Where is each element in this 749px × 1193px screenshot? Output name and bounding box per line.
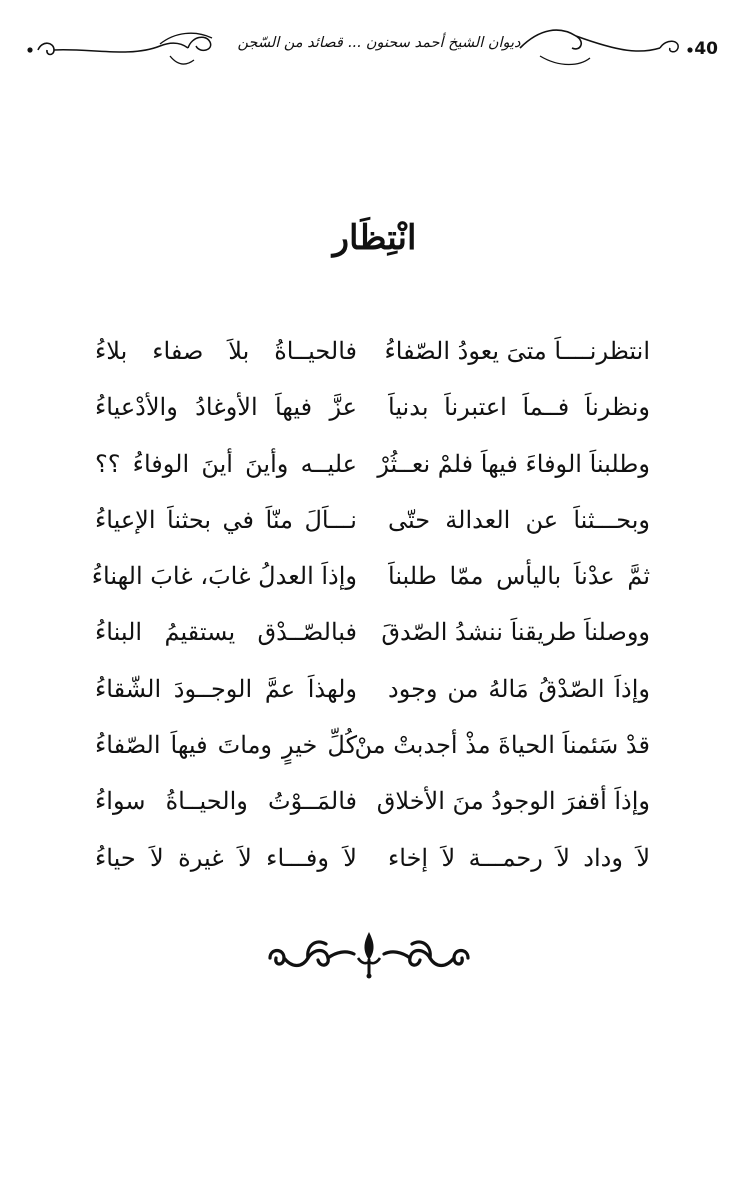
fleuron-divider-icon (262, 928, 476, 980)
verse-first-hemistich: وإذاَ أقفرَ الوجودُ منَ الأخلاق (376, 787, 650, 816)
verse-line (95, 781, 650, 837)
verse-line (95, 669, 650, 725)
verse-second-hemistich: عليــه وأينَ أينَ الوفاءُ ؟؟ (95, 449, 357, 478)
verse-second-hemistich: وإذاَ العدلُ غابَ، غابَ الهناءُ (91, 562, 357, 591)
verse-second-hemistich: فالحيــاةُ بلاَ صفاء بلاءُ (95, 337, 357, 365)
verse-first-hemistich: لاَ وداد لاَ رحمـــة لاَ إخاء (388, 843, 650, 872)
verse-line (95, 725, 650, 781)
running-header (20, 22, 730, 78)
verse-line (95, 500, 650, 556)
verse-first-hemistich: انتظرنــــاَ متىَ يعودُ الصّفاءُ (384, 337, 650, 365)
verse-line (95, 387, 650, 443)
verse-second-hemistich: لاَ وفـــاء لاَ غيرة لاَ حياءُ (95, 843, 357, 872)
verse-first-hemistich: وإذاَ الصّدْقُ مَالهُ من وجود (388, 674, 650, 703)
verse-line (95, 444, 650, 500)
poem-title: انْتِظَار (332, 218, 417, 258)
verse-second-hemistich: نـــاَلَ منّاَ في بحثناَ الإعياءُ (95, 505, 357, 534)
verse-first-hemistich: ثمَّ عدْناَ باليأس ممّا طلبناَ (388, 562, 650, 591)
verse-second-hemistich: ولهذاَ عمَّ الوجــودَ الشّقاءُ (95, 674, 357, 703)
verse-second-hemistich: فبالصّــدْق يستقيمُ البناءُ (95, 618, 357, 647)
verse-first-hemistich: ونظرناَ فــماَ اعتبرناَ بدنياَ (388, 393, 650, 422)
verse-second-hemistich: عزَّ فيهاَ الأوغادُ والأدْعياءُ (95, 393, 357, 422)
verse-line (95, 612, 650, 668)
page-number: 40 (694, 39, 718, 59)
verse-first-hemistich: ووصلناَ طريقناَ ننشدُ الصّدقَ (381, 618, 650, 647)
verse-first-hemistich: قدْ سَئمناَ الحياةَ مذْ أجدبتْ منْ (354, 731, 650, 760)
verse-second-hemistich: فالمَــوْتُ والحيــاةُ سواءُ (95, 787, 357, 816)
verse-first-hemistich: وطلبناَ الوفاءَ فيهاَ فلمْ نعــثُرْ (377, 449, 650, 478)
book-title: ديوان الشيخ أحمد سحنون ... قصائد من السّجن (237, 35, 521, 51)
verse-line (91, 556, 650, 612)
verse-second-hemistich: كُلِّ خيرٍ وماتَ فيهاَ الصّفاءُ (95, 731, 357, 760)
verse-line (95, 838, 650, 894)
verse-first-hemistich: وبحـــثناَ عن العدالة حتّى (388, 505, 650, 534)
poem-body (91, 331, 650, 894)
verse-line (95, 331, 650, 387)
